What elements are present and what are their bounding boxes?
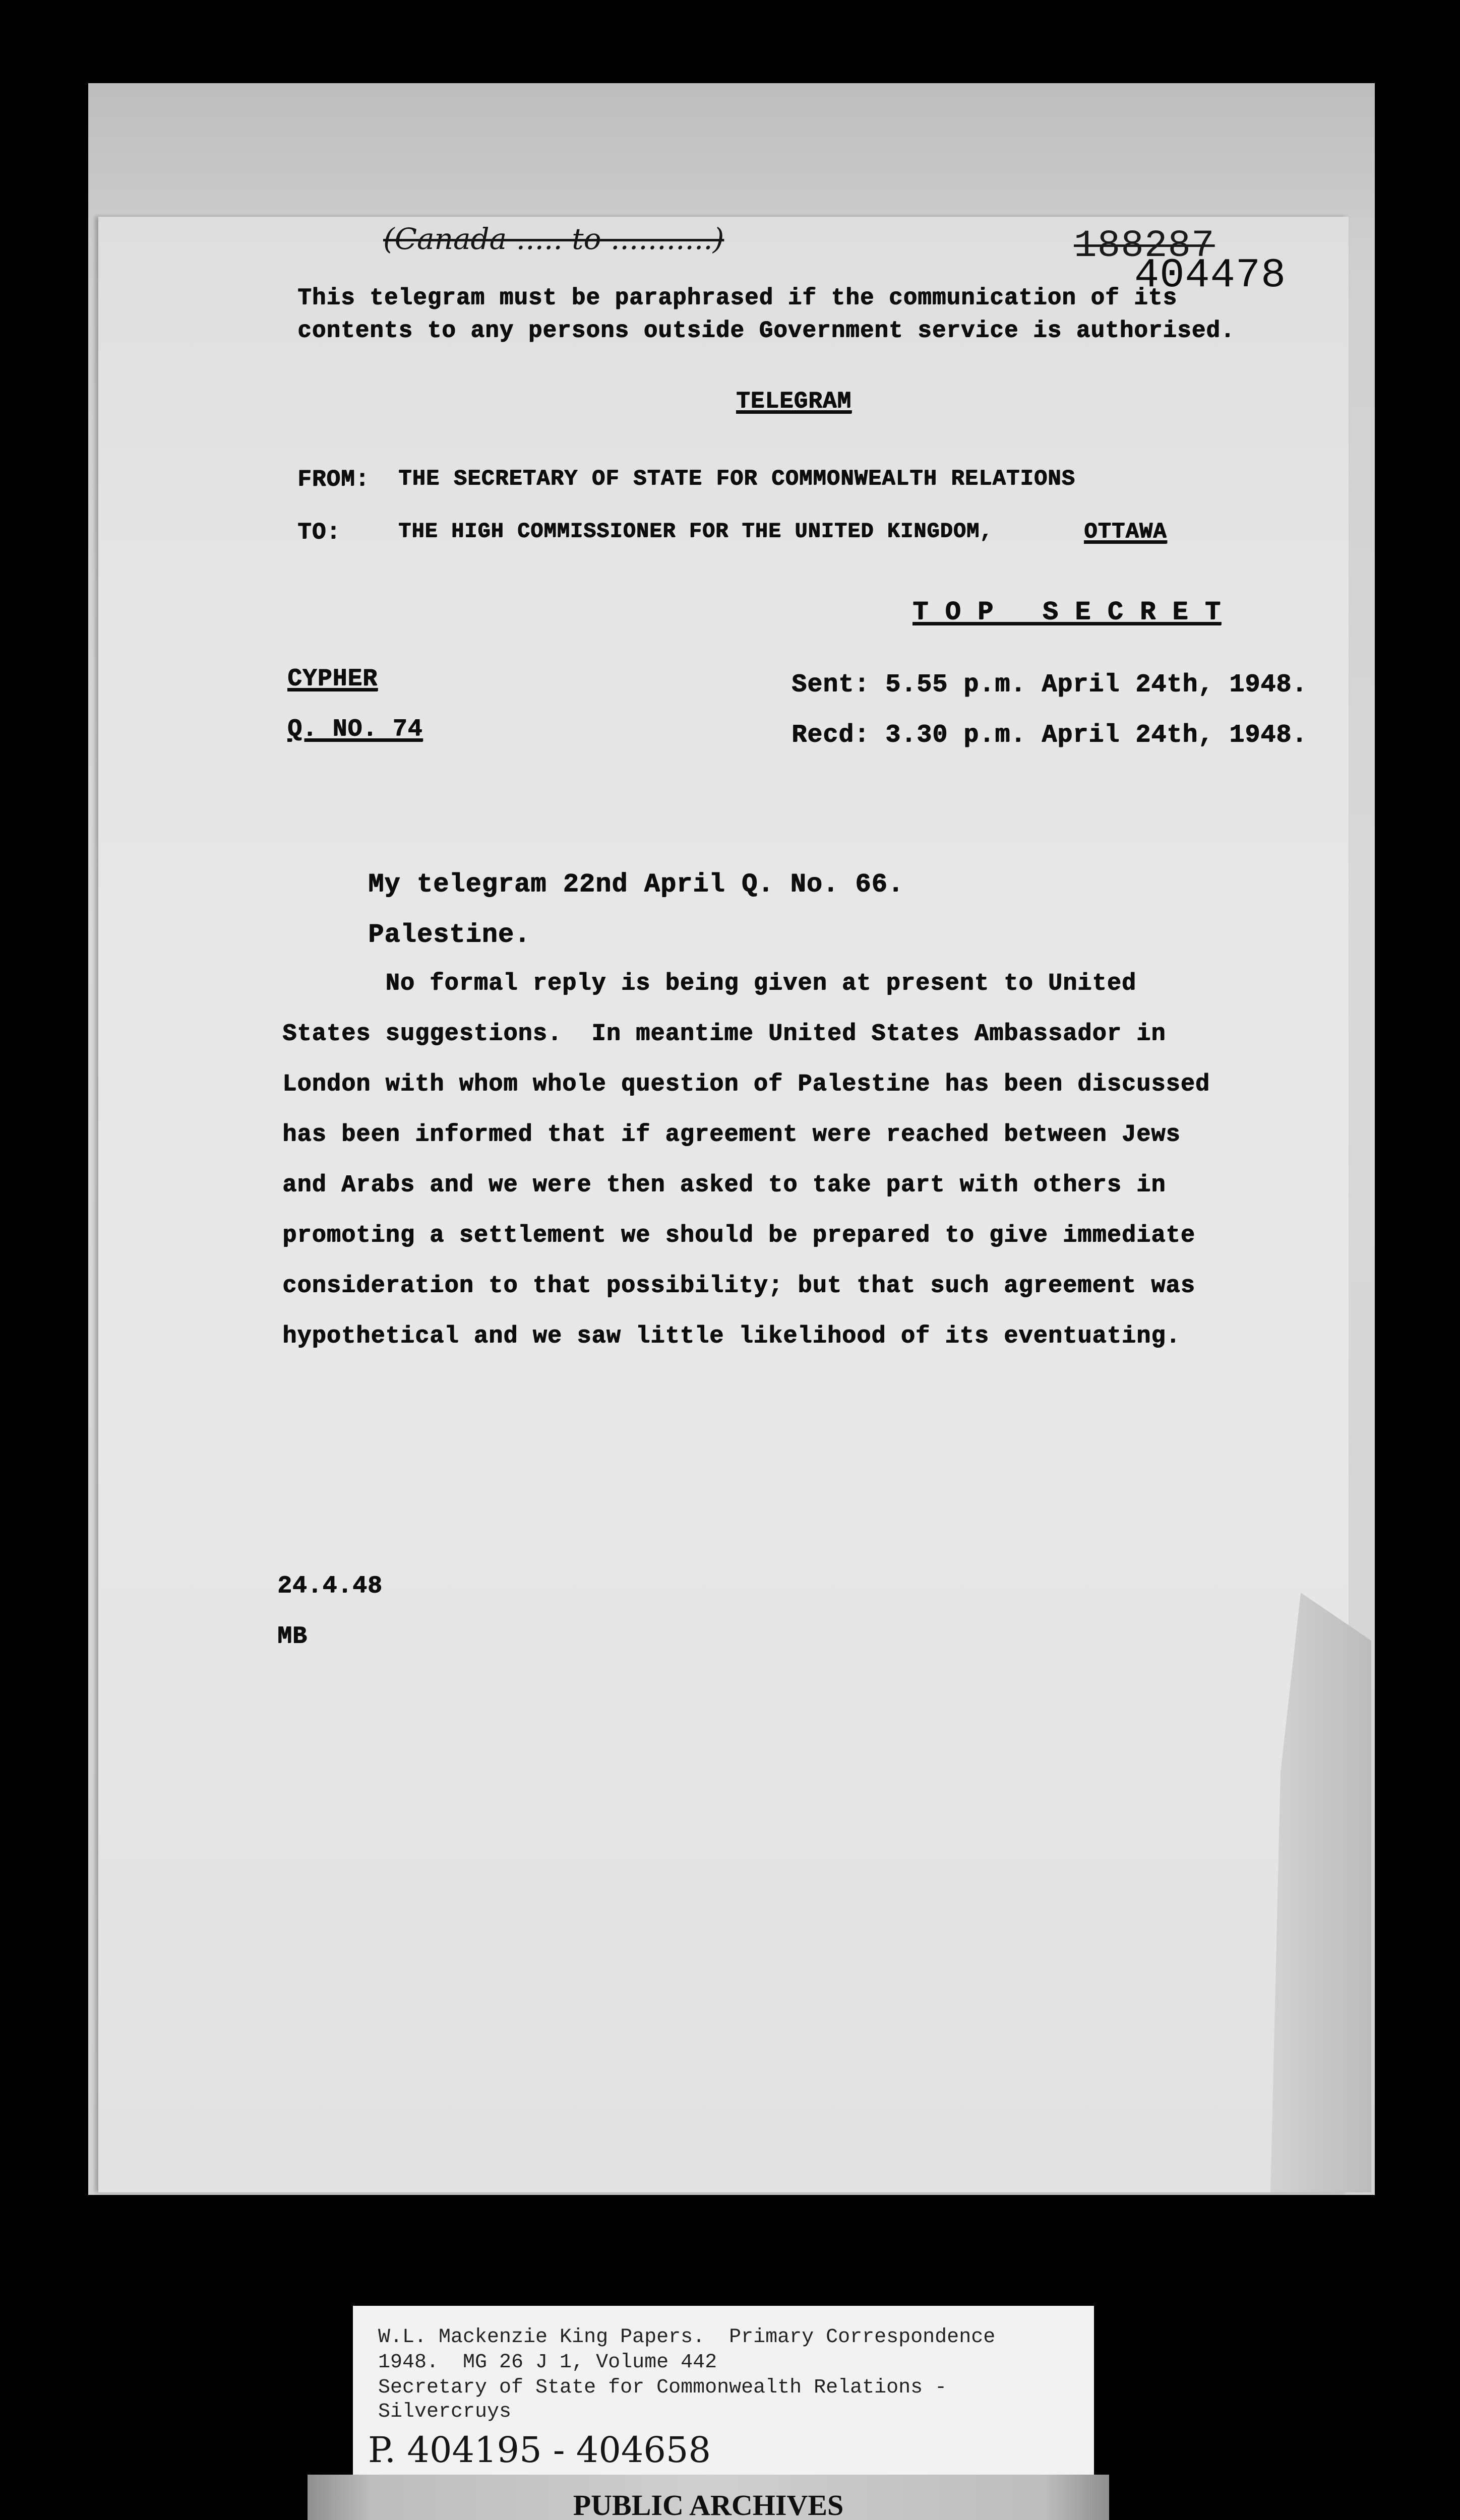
body-line: States suggestions. In meantime United States Ambassador in — [282, 1021, 1166, 1047]
body-line: London with whom whole question of Palestine has been discussed — [282, 1071, 1210, 1098]
archive-label-line-1: W.L. Mackenzie King Papers. Primary Correspondence — [378, 2326, 996, 2349]
struck-file-number: 188287 — [1074, 224, 1215, 268]
typist-initials: MB — [277, 1623, 308, 1650]
to-value: THE HIGH COMMISSIONER FOR THE UNITED KINGDOM, — [398, 519, 993, 543]
notice-line-1: This telegram must be paraphrased if the communication of its — [297, 285, 1177, 311]
received-time: Recd: 3.30 p.m. April 24th, 1948. — [792, 721, 1308, 749]
public-archives-stamp — [308, 2475, 1109, 2520]
telegram-date: 24.4.48 — [277, 1572, 383, 1600]
to-city: OTTAWA — [1084, 519, 1167, 544]
archive-label-line-4: Silvercruys — [378, 2401, 512, 2423]
stamp-line-1: PUBLIC ARCHIVES — [573, 2489, 844, 2520]
archive-label-card — [353, 2306, 1094, 2487]
q-number: Q. NO. 74 — [287, 716, 423, 743]
body-line: has been informed that if agreement were reached between Jews — [282, 1121, 1181, 1148]
subject-line: Palestine. — [368, 920, 531, 950]
cypher-label: CYPHER — [287, 665, 378, 692]
stamped-file-number: 404478 — [1134, 252, 1287, 299]
body-line: hypothetical and we saw little likelihood of its eventuating. — [282, 1323, 1181, 1350]
handwritten-page-range: P. 404195 - 404658 — [368, 2429, 711, 2471]
archive-label-line-2: 1948. MG 26 J 1, Volume 442 — [378, 2351, 717, 2374]
to-label: TO: — [297, 519, 341, 545]
from-value: THE SECRETARY OF STATE FOR COMMONWEALTH RELATIONS — [398, 466, 1075, 491]
archive-label-line-3: Secretary of State for Commonwealth Relations - — [378, 2376, 947, 2399]
body-line: and Arabs and we were then asked to take part with others in — [282, 1172, 1166, 1199]
classification: T O P S E C R E T — [912, 597, 1221, 627]
body-line: consideration to that possibility; but that such agreement was — [282, 1273, 1195, 1299]
notice-line-2: contents to any persons outside Government service is authorised. — [297, 318, 1235, 344]
body-line: promoting a settlement we should be prepared to give immediate — [282, 1222, 1195, 1249]
body-line: No formal reply is being given at present to United — [282, 970, 1136, 997]
sent-time: Sent: 5.55 p.m. April 24th, 1948. — [792, 670, 1308, 699]
telegram-page — [98, 217, 1349, 2192]
reference-line: My telegram 22nd April Q. No. 66. — [368, 869, 904, 899]
handwritten-header: (Canada ..... to ...........) — [383, 222, 724, 256]
from-label: FROM: — [297, 466, 370, 492]
telegram-heading: TELEGRAM — [736, 388, 851, 414]
